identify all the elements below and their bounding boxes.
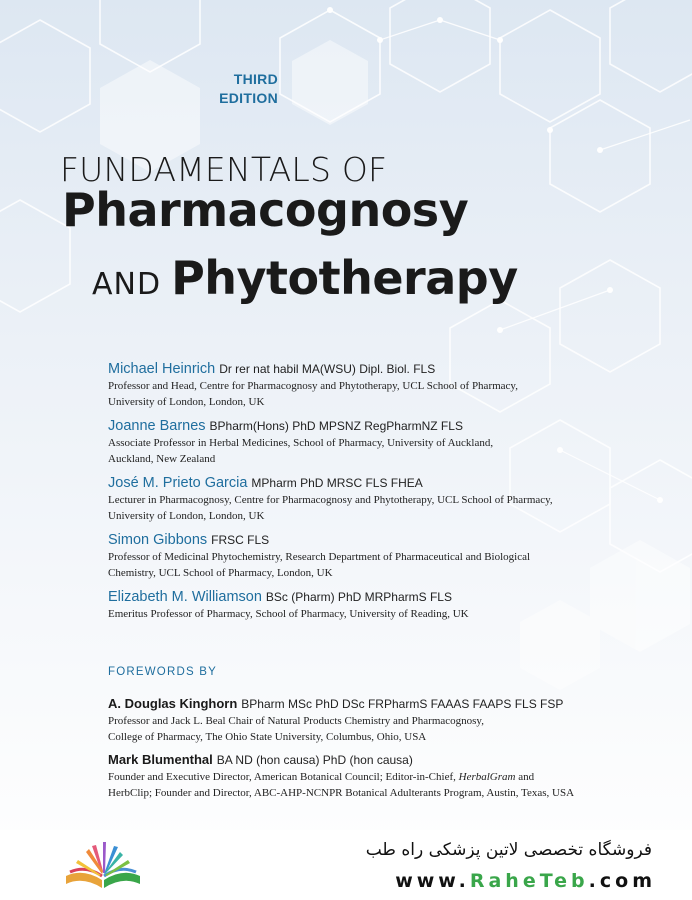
author-entry: [108, 360, 668, 410]
author-name: Simon Gibbons: [108, 532, 208, 548]
foreword-author-affiliation: HerbClip; Founder and Director, ABC-AHP-NCNPR Botanical Adulterants Program, Austin, Texas, USA: [108, 787, 575, 799]
author-name: José M. Prieto Garcia: [108, 475, 248, 491]
open-book-logo-icon: [58, 838, 148, 896]
author-qualifications: FRSC FLS: [211, 533, 270, 547]
url-suffix: .com: [588, 870, 656, 892]
store-name-persian: فروشگاه تخصصی لاتین پزشکی راه طب: [365, 840, 652, 860]
title-line-3: [92, 251, 518, 305]
foreword-author-qualifications: BPharm MSc PhD DSc FRPharmS FAAAS FAAPS FLS FSP: [241, 697, 564, 711]
author-affiliation: Associate Professor in Herbal Medicines, School of Pharmacy, University of Auckland,: [108, 437, 494, 449]
edition-label: [170, 70, 278, 108]
store-website-url[interactable]: [395, 870, 656, 892]
author-affiliation: Emeritus Professor of Pharmacy, School of Pharmacy, University of Reading, UK: [108, 608, 469, 620]
author-qualifications: BPharm(Hons) PhD MPSNZ RegPharmNZ FLS: [209, 419, 463, 433]
forewords-heading: FOREWORDS BY: [108, 666, 217, 678]
title-and-word: AND: [92, 267, 162, 302]
author-affiliation: Professor of Medicinal Phytochemistry, Research Department of Pharmaceutical and Biological: [108, 551, 531, 563]
author-affiliation: University of London, London, UK: [108, 510, 265, 522]
author-name: Michael Heinrich: [108, 361, 216, 377]
author-affiliation: Chemistry, UCL School of Pharmacy, London, UK: [108, 567, 333, 579]
author-affiliation: University of London, London, UK: [108, 396, 265, 408]
foreword-entry: [108, 695, 668, 745]
author-name: Joanne Barnes: [108, 418, 206, 434]
author-affiliation: Professor and Head, Centre for Pharmacognosy and Phytotherapy, UCL School of Pharmacy,: [108, 380, 518, 392]
url-prefix: www.: [395, 870, 470, 892]
authors-list: [108, 360, 668, 629]
edition-line-2: EDITION: [219, 90, 278, 106]
title-line-2: Pharmacognosy: [62, 183, 469, 237]
author-name: Elizabeth M. Williamson: [108, 589, 262, 605]
author-qualifications: Dr rer nat habil MA(WSU) Dipl. Biol. FLS: [219, 362, 436, 376]
forewords-list: [108, 695, 668, 807]
author-entry: [108, 474, 668, 524]
author-qualifications: MPharm PhD MRSC FLS FHEA: [251, 476, 423, 490]
edition-line-1: THIRD: [233, 71, 278, 87]
foreword-author-affiliation: College of Pharmacy, The Ohio State University, Columbus, Ohio, USA: [108, 731, 427, 743]
store-footer-banner: [0, 830, 692, 900]
affiliation-text: Founder and Executive Director, American Botanical Council; Editor-in-Chief,: [108, 771, 456, 783]
foreword-author-affiliation: Professor and Jack L. Beal Chair of Natural Products Chemistry and Pharmacognosy,: [108, 715, 484, 727]
author-qualifications: BSc (Pharm) PhD MRPharmS FLS: [265, 590, 452, 604]
author-entry: [108, 417, 668, 467]
author-entry: [108, 531, 668, 581]
author-affiliation: Lecturer in Pharmacognosy, Centre for Pharmacognosy and Phytotherapy, UCL School of Pharmacy,: [108, 494, 553, 506]
journal-title-herbalgram: HerbalGram: [458, 771, 516, 783]
foreword-author-name: A. Douglas Kinghorn: [108, 696, 238, 711]
foreword-author-qualifications: BA ND (hon causa) PhD (hon causa): [216, 753, 413, 767]
title-phytotherapy-word: Phytotherapy: [171, 251, 518, 305]
author-affiliation: Auckland, New Zealand: [108, 453, 216, 465]
foreword-author-affiliation: [108, 769, 668, 785]
author-entry: [108, 588, 668, 622]
title-line-1: FUNDAMENTALS OF: [60, 150, 388, 189]
foreword-entry: [108, 751, 668, 801]
affiliation-text: and: [518, 771, 535, 783]
url-brand: RaheTeb: [469, 870, 589, 892]
foreword-author-name: Mark Blumenthal: [108, 752, 213, 767]
